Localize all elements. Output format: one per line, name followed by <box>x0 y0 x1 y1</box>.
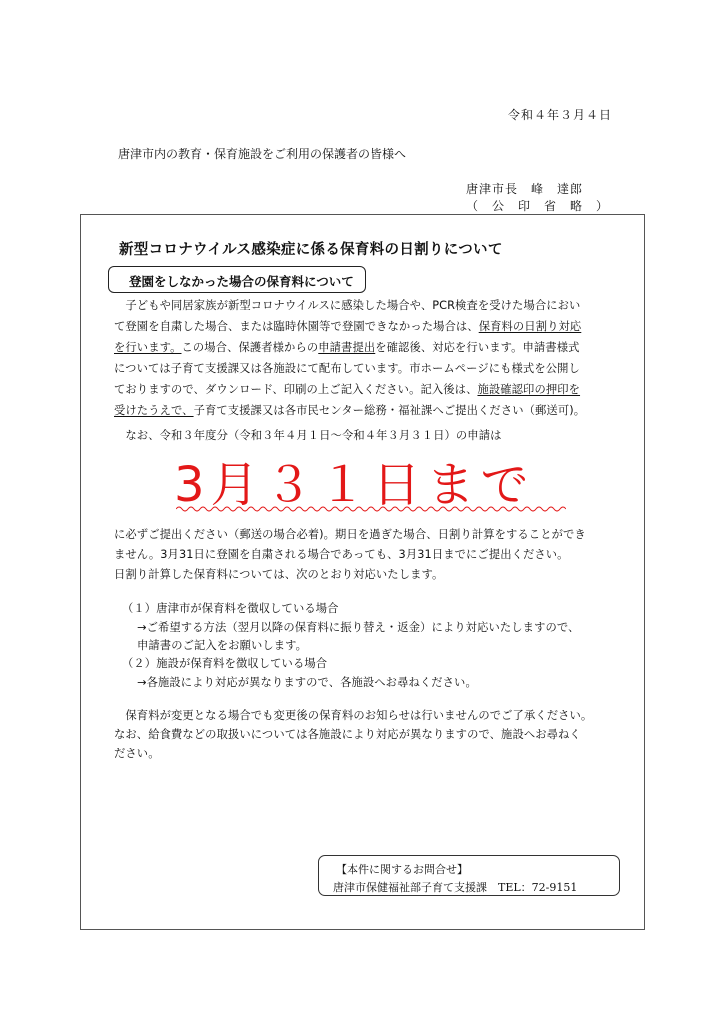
contact-info: 唐津市保健福祉部子育て支援課 TEL：72-9151 <box>333 881 578 894</box>
case-1: （１）唐津市が保育料を徴収している場合 <box>122 602 339 615</box>
p1-line-5-text: ておりますので、ダウンロード、印刷の上ご記入ください。記入後は、 <box>114 383 478 396</box>
p2-line-1: に必ずご提出ください（郵送の場合必着)。期日を過ぎた場合、日割り計算をすることができ <box>114 528 586 541</box>
p1-underline-prorate: 保育料の日割り対応 <box>478 320 582 333</box>
p1-line-6-text: 子育て支援課又は各市民センター総務・福祉課へご提出ください（郵送可)。 <box>193 404 586 417</box>
p1-line-3-text: この場合、保護者様からの <box>181 341 319 354</box>
p1-line-4: については子育て支援課又は各施設にて配布しています。市ホームページにも様式を公開し <box>114 362 580 375</box>
case-2: （２）施設が保育料を徴収している場合 <box>122 657 328 670</box>
notice-title: 新型コロナウイルス感染症に係る保育料の日割りについて <box>119 242 503 258</box>
p1-line-1: 子どもや同居家族が新型コロナウイルスに感染した場合や、PCR検査を受けた場合におい <box>114 299 581 312</box>
p2-line-3: 日割り計算した保育料については、次のとおり対応いたします。 <box>114 568 444 581</box>
deadline-text: 3月３１日まで <box>174 457 535 513</box>
p1-line-6 <box>114 402 585 418</box>
sender-name: 唐津市長 峰 達郎 <box>466 182 584 196</box>
p3-line-1: 保育料が変更となる場合でも変更後の保育料のお知らせは行いませんのでご了承ください。 <box>114 709 593 722</box>
p2-line-2: ません。3月31日に登園を自粛される場合であっても、3月31日までにご提出ください。 <box>114 548 569 561</box>
addressee: 唐津市内の教育・保育施設をご利用の保護者の皆様へ <box>118 147 407 161</box>
document-date: 令和４年３月４日 <box>508 108 613 122</box>
p1-underline-stamp: 施設確認印の押印を <box>477 383 581 396</box>
seal-omitted-note: （ 公 印 省 略 ） <box>466 199 610 213</box>
subtitle: 登園をしなかった場合の保育料について <box>129 274 354 289</box>
p1-line-3-tail: を確認後、対応を行います。申請書様式 <box>375 341 580 354</box>
p1-line-2-text: て登園を自粛した場合、または臨時休園等で登園できなかった場合は、 <box>114 320 479 333</box>
case-2-detail: →各施設により対応が異なりますので、各施設へお尋ねください。 <box>137 676 477 689</box>
p1-underline-do: を行います。 <box>114 341 182 354</box>
period-line: なお、令和３年度分（令和３年４月１日～令和４年３月３１日）の申請は <box>114 429 502 442</box>
contact-heading: 【本件に関するお問合せ】 <box>336 863 468 876</box>
p1-underline-after: 受けたうえで、 <box>114 404 194 417</box>
deadline-wavy-underline <box>176 505 566 512</box>
p1-underline-submit: 申請書提出 <box>318 341 376 354</box>
p1-line-3 <box>114 339 580 355</box>
p1-line-2 <box>114 318 581 334</box>
p1-line-5 <box>114 381 580 397</box>
p3-line-3: ださい。 <box>114 747 160 760</box>
case-1-detail: →ご希望する方法（翌月以降の保育料に振り替え・返金）により対応いたしますので、 <box>137 621 580 634</box>
case-1-detail-2: 申請書のご記入をお願いします。 <box>137 639 308 652</box>
p3-line-2: なお、給食費などの取扱いについては各施設により対応が異なりますので、施設へお尋ねく <box>114 728 581 741</box>
